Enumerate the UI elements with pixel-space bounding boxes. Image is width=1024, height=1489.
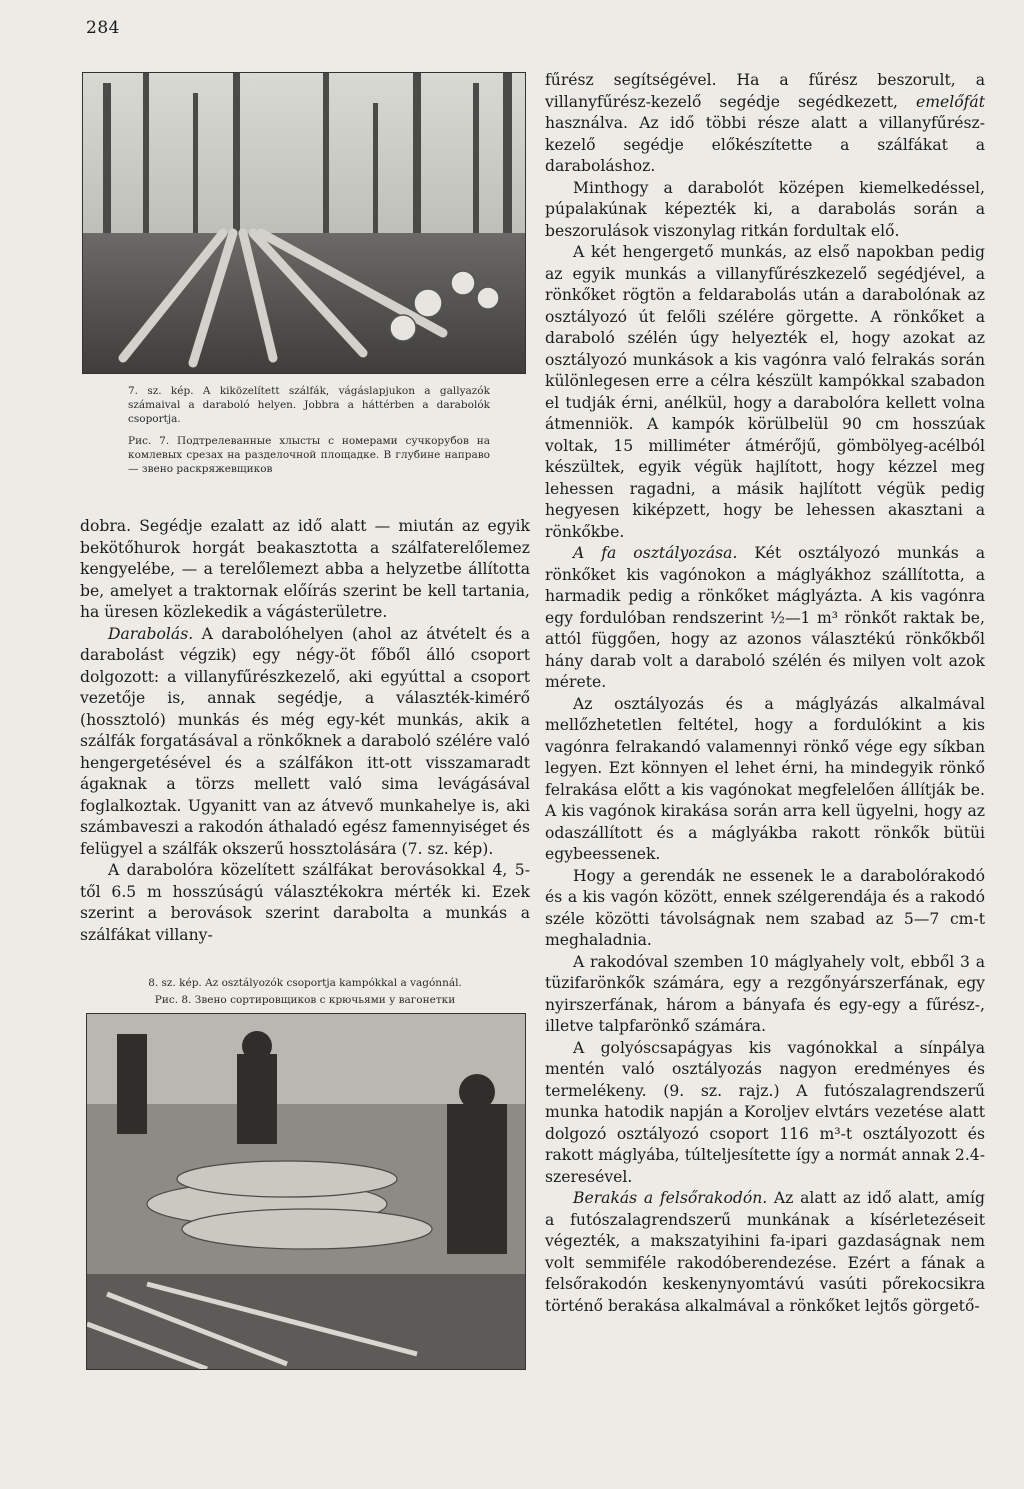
paragraph: dobra. Segédje ezalatt az idő alatt — miután az egyik bekötőhurok horgát beakasztotta a szálfaterelőlemez kengyelébe, — a terelőlemezt abba a helyzetbe állította be, amelyet a traktornak előírás szerint be kell tartania, ha üresen közlekedik a vágásterületre. xyxy=(80,517,530,621)
figure-7-photo xyxy=(82,72,526,374)
figure-8-caption-russian: Рис. 8. Звено сортировщиков с крючьями у вагонетки xyxy=(154,994,456,1006)
paragraph: fűrész segítségével. Ha a fűrész beszorult, a villanyfűrész-kezelő segédje segédkezett, emelőfát használva. Az idő többi része alatt a villanyfűrész-kezelő segédje előkészítette a szálfákat a daraboláshoz. xyxy=(545,71,985,175)
paragraph: Az osztályozás és a máglyázás alkalmával mellőzhetetlen feltétel, hogy a fordulókint a kis vagónra felrakandó valamennyi rönkő vége egy síkban legyen. Ezt könnyen el lehet érni, ha mindegyik rönkő felrakása előtt a kis vagónokat megfelelően állítják be. A kis vagónok kirakása során arra kell ügyelni, hogy az odaszállított és a máglyákba rakott rönkők bütüi egybeessenek. xyxy=(545,694,985,863)
section-heading-darabolas: Darabolás. xyxy=(108,624,194,643)
paragraph: Darabolás. A darabolóhelyen (ahol az átvételt és a darabolást végzik) egy négy-öt főből álló csoport dolgozott: a villanyfűrészkezelő, aki egyúttal a csoport vezetője is, annak segédje, a választék-kimérő (hossztoló) munkás és még egy-két munkás, akik a szálfák forgatásával a rönkőknek a daraboló szélére való hengergetésével és a szálfákon itt-ott visszamaradt ágaknak a törzs mellett való sima levágásával foglalkoztak. Ugyanitt van az átvevő munkahelye is, aki számbaveszi a rakodón áthaladó egész famennyiséget és felügyel a szálfák okszerű hossztolására (7. sz. kép). xyxy=(80,624,530,858)
page-number: 284 xyxy=(86,18,120,38)
section-heading-fa-osztalyozasa: A fa osztályozása. xyxy=(573,544,738,562)
figure-8-caption-hungarian: 8. sz. kép. Az osztályozók csoportja kampókkal a vagónnál. xyxy=(148,977,462,989)
paragraph: A fa osztályozása. Két osztályozó munkás a rönkőket kis vagónokon a máglyákhoz szállította, a harmadik pedig a rönkőket máglyázta. A kis vagónra egy fordulóban rendszerint ½—1 m³ rönkőt raktak be, attól függően, hogy az azonos választékú rönkőkből hány darab volt a daraboló szélén és milyen volt azok mérete. xyxy=(545,544,985,691)
left-column xyxy=(80,72,530,1370)
paragraph: Berakás a felsőrakodón. Az alatt az idő alatt, amíg a futószalagrendszerű munkának a kísérletezéseit végezték, a makszatyihini fa-ipari gazdaságnak nem volt semmiféle rakodóberendezése. Ezért a fának a felsőrakodón keskenynyomtávú vasúti pőrekocsikra történő berakása alkalmával a rönkőket lejtős görgető- xyxy=(545,1189,985,1315)
figure-7-caption-hungarian: 7. sz. kép. A kiközelített szálfák, vágáslapjukon a gallyazók számaival a daraboló helyen. Jobbra a háttérben a darabolók csoportja. xyxy=(128,385,490,425)
paragraph: A golyóscsapágyas kis vagónokkal a sínpálya mentén való osztályozás nagyon eredményes és termelékeny. (9. sz. rajz.) A futószalagrendszerű munka hatodik napján a Koroljev elvtárs vezetése alatt dolgozó osztályozó csoport 116 m³-t osztályozott és rakott máglyába, túlteljesítette így a normát annak 2.4-szeresével. xyxy=(545,1038,985,1186)
paragraph: Hogy a gerendák ne essenek le a darabolórakodó és a kis vagón között, ennek szélgerendája és a rakodó széle közötti távolságnak nem szabad az 5—7 cm-t meghaladnia. xyxy=(545,866,985,949)
section-heading-berakas: Berakás a felsőrakodón. xyxy=(573,1189,768,1207)
right-column xyxy=(545,70,985,1317)
figure-8-photo xyxy=(86,1013,526,1370)
paragraph: A rakodóval szemben 10 máglyahely volt, ebből 3 a tüzifarönkők számára, egy a rezgőnyárszerfának, egy nyirszerfának, három a bányafa és egy-egy a fűrész-, illetve talpfarönkő számára. xyxy=(545,952,985,1035)
figure-7-caption-russian: Рис. 7. Подтрелеванные хлысты с номерами сучкорубов на комлевых срезах на разделочной площадке. В глубине направо — звено раскряжевщиков xyxy=(128,435,490,475)
paragraph: Minthogy a darabolót középen kiemelkedéssel, púpalakúnak képezték ki, a darabolás során a beszorulások viszonylag ritkán fordultak elő. xyxy=(545,178,985,240)
left-body-text xyxy=(80,516,530,946)
paragraph: A két hengergető munkás, az első napokban pedig az egyik munkás a villanyfűrészkezelő segédjével, a rönkőket rögtön a feldarabolás után a darabolónak az osztályozó út felőli szélére görgette. A rönkőket a daraboló szélén úgy helyezték el, hogy azokat az osztályozó munkások a kis vagónra való felrakás során különlegesen erre a célra készült kampókkal szabadon el tudják érni, anélkül, hogy a darabolóra kellett volna átmenniök. A kampók körülbelül 90 cm hosszúak voltak, 15 milliméter átmérőjű, gömbölyeg-acélból készültek, egyik végük hajlított, hogy kézzel meg lehessen ragadni, a másik hajlított végük pedig hegyesen kiképzett, hogy be lehessen akasztani a rönkőkbe. xyxy=(545,243,985,541)
paragraph: A darabolóra közelített szálfákat berovásokkal 4, 5-től 6.5 m hosszúságú választékokra mérték ki. Ezek szerint a berovások szerint darabolta a munkás a szálfákat villany- xyxy=(80,861,530,944)
